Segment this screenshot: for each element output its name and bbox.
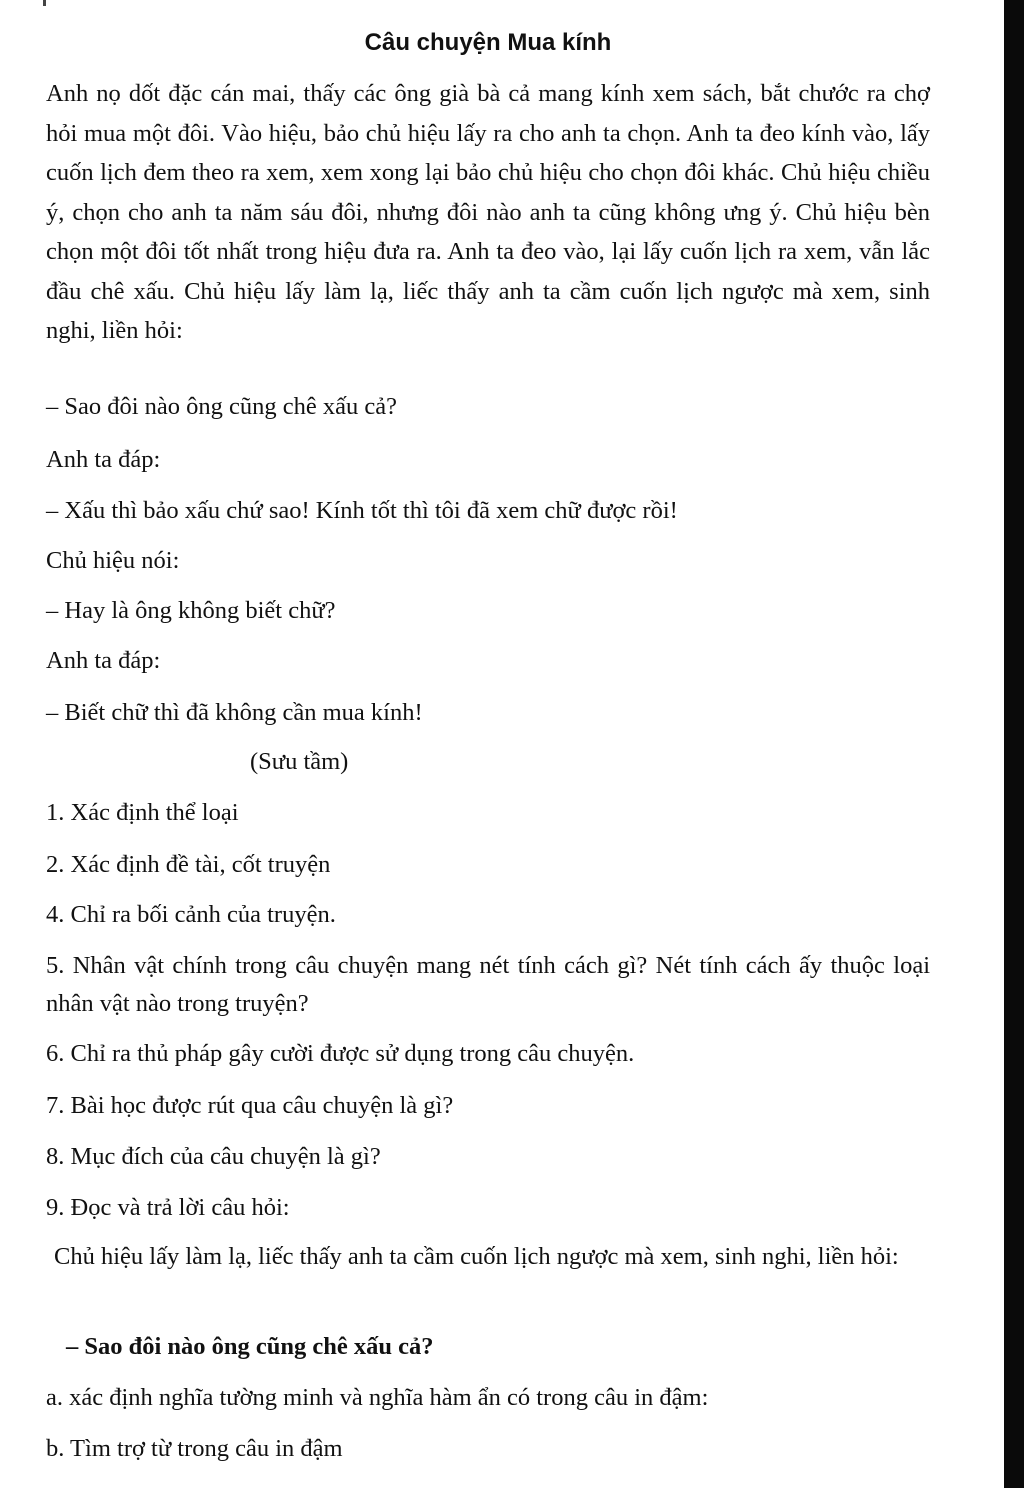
question-item: 1. Xác định thể loại (46, 799, 239, 826)
source-note: (Sưu tầm) (250, 748, 349, 775)
excerpt-paragraph: Chủ hiệu lấy làm lạ, liếc thấy anh ta cầm cuốn lịch ngược mà xem, sinh nghi, liền hỏi: (54, 1243, 899, 1270)
question-item: 6. Chỉ ra thủ pháp gây cười được sử dụng trong câu chuyện. (46, 1040, 635, 1067)
dialogue-line: – Sao đôi nào ông cũng chê xấu cả? (46, 393, 398, 420)
story-title: Câu chuyện Mua kính (364, 29, 612, 56)
question-item: 8. Mục đích của câu chuyện là gì? (46, 1143, 381, 1170)
dialogue-line: – Biết chữ thì đã không cần mua kính! (46, 699, 423, 726)
dialogue-line: – Hay là ông không biết chữ? (46, 597, 336, 624)
story-paragraph: Anh nọ dốt đặc cán mai, thấy các ông già bà cả mang kính xem sách, bắt chước ra chợ hỏi mua một đôi. Vào hiệu, bảo chủ hiệu lấy ra cho anh ta chọn. Anh ta đeo kính vào, lấy cuốn lịch đem theo ra xem, xem xong lại bảo chủ hiệu cho chọn đôi khác. Chủ hiệu chiều ý, chọn cho anh ta năm sáu đôi, nhưng đôi nào anh ta cũng không ưng ý. Chủ hiệu bèn chọn một đôi tốt nhất trong hiệu đưa ra. Anh ta đeo vào, lại lấy cuốn lịch ra xem, vẫn lắc đầu chê xấu. Chủ hiệu lấy làm lạ, liếc thấy anh ta cầm cuốn lịch ngược mà xem, sinh nghi, liền hỏi: (46, 80, 930, 344)
question-item: 7. Bài học được rút qua câu chuyện là gì? (46, 1092, 454, 1119)
screen-edge (1004, 0, 1024, 1488)
sub-question: a. xác định nghĩa tường minh và nghĩa hàm ẩn có trong câu in đậm: (46, 1384, 709, 1411)
dialogue-line: – Xấu thì bảo xấu chứ sao! Kính tốt thì tôi đã xem chữ được rồi! (46, 497, 678, 524)
bold-sentence: – Sao đôi nào ông cũng chê xấu cả? (66, 1333, 434, 1360)
question-item: 2. Xác định đề tài, cốt truyện (46, 851, 331, 878)
question-item: 5. Nhân vật chính trong câu chuyện mang nét tính cách gì? Nét tính cách ấy thuộc loại nhân vật nào trong truyện? (46, 952, 930, 1017)
dialogue-line: Anh ta đáp: (46, 647, 161, 674)
sub-question: b. Tìm trợ từ trong câu in đậm (46, 1435, 343, 1462)
page-edge-mark (43, 0, 46, 6)
question-item: 4. Chỉ ra bối cảnh của truyện. (46, 901, 336, 928)
dialogue-line: Chủ hiệu nói: (46, 547, 180, 574)
dialogue-line: Anh ta đáp: (46, 446, 161, 473)
question-item: 9. Đọc và trả lời câu hỏi: (46, 1194, 290, 1221)
